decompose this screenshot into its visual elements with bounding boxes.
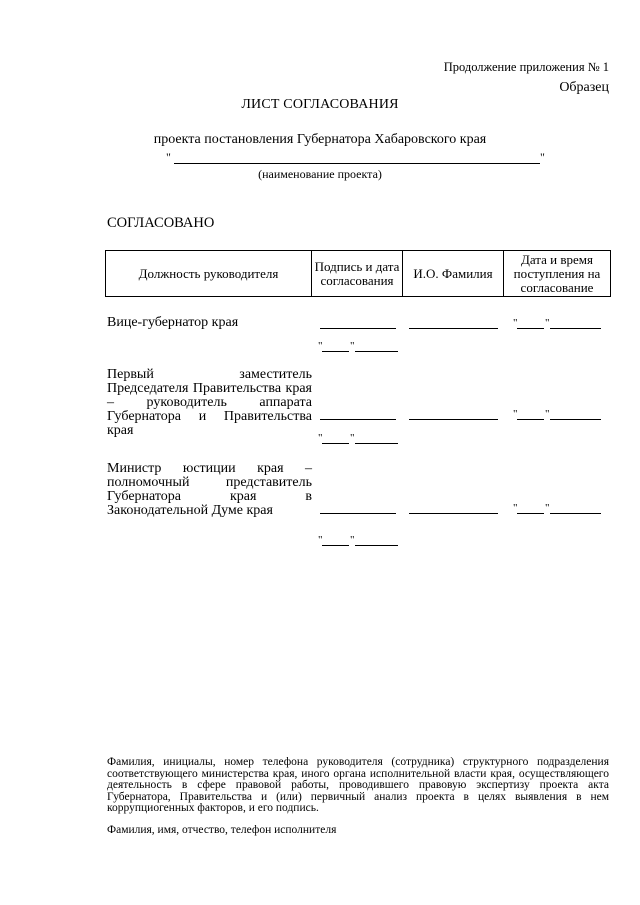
- day-line: [517, 328, 544, 329]
- signature-line: [320, 513, 396, 514]
- quote-mark: ": [545, 502, 550, 514]
- executor-note: Фамилия, имя, отчество, телефон исполнителя: [107, 824, 337, 836]
- approver-position: Вице-губернатор края: [107, 315, 239, 330]
- name-line: [409, 513, 498, 514]
- footer-note: Фамилия, инициалы, номер телефона руководителя (сотрудника) структурного подразделения соответствующего министерства края, иного органа исполнительной власти края, осуществляющего деятельность в сфере правовой работы, проводившего правовую экспертизу проекта акта Губернатора, Правительства и (или) первичный анализ проекта в целях выявления в нем коррупциогенных факторов, и его подпись.: [107, 756, 609, 814]
- sign-day-line: [322, 351, 349, 352]
- appendix-label: Продолжение приложения № 1: [443, 60, 609, 74]
- quote-mark: ": [545, 408, 550, 420]
- month-line: [550, 328, 601, 329]
- project-name-line: [174, 163, 540, 164]
- project-type: проекта постановления Губернатора Хабаровского края: [153, 132, 487, 147]
- quote-mark: ": [318, 534, 323, 546]
- quote-mark: ": [545, 317, 550, 329]
- name-line: [409, 419, 498, 420]
- month-line: [550, 419, 601, 420]
- quote-mark: ": [513, 317, 518, 329]
- quote-mark: ": [318, 432, 323, 444]
- column-header-received: Дата и время поступления на согласование: [504, 251, 611, 297]
- column-header-signature: Подпись и дата согласования: [312, 251, 403, 297]
- approval-table: [105, 250, 611, 297]
- month-line: [550, 513, 601, 514]
- day-line: [517, 513, 544, 514]
- approver-position: Первый заместитель Председателя Правительства края – руководитель аппарата Губернатора и Правительства края: [107, 367, 312, 438]
- quote-mark: ": [350, 340, 355, 352]
- column-header-position: Должность руководителя: [106, 251, 312, 297]
- quote-mark: ": [350, 432, 355, 444]
- project-close-quote: ": [540, 150, 545, 164]
- sign-month-line: [355, 351, 398, 352]
- quote-mark: ": [513, 408, 518, 420]
- sign-month-line: [355, 545, 398, 546]
- sample-label: Образец: [559, 80, 609, 95]
- signature-line: [320, 328, 396, 329]
- name-line: [409, 328, 498, 329]
- sign-day-line: [322, 545, 349, 546]
- project-name-caption: (наименование проекта): [258, 167, 382, 181]
- sign-month-line: [355, 443, 398, 444]
- quote-mark: ": [513, 502, 518, 514]
- signature-line: [320, 419, 396, 420]
- column-header-name: И.О. Фамилия: [403, 251, 504, 297]
- quote-mark: ": [350, 534, 355, 546]
- day-line: [517, 419, 544, 420]
- sign-day-line: [322, 443, 349, 444]
- quote-mark: ": [318, 340, 323, 352]
- agreed-heading: СОГЛАСОВАНО: [107, 215, 215, 231]
- project-open-quote: ": [166, 150, 171, 164]
- approver-position: Министр юстиции края – полномочный представитель Губернатора края в Законодательной Думе края: [107, 461, 312, 518]
- page-title: ЛИСТ СОГЛАСОВАНИЯ: [241, 97, 399, 112]
